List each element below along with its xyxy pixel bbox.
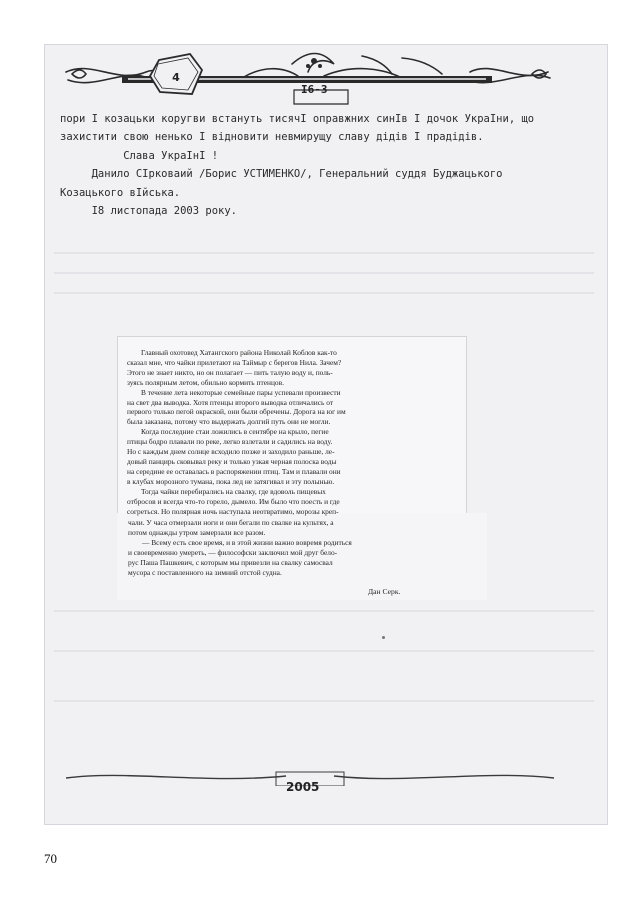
clipping-line: сказал мне, что чайки прилетают на Таймыр с берегов Нила. Зачем? xyxy=(127,357,342,367)
clipping-line: Но с каждым днем солнце всходило позже и заходило раньше, ле- xyxy=(127,447,335,457)
ornament-page-badge: 4 xyxy=(172,71,180,84)
clipping-line: Когда последние стаи ложились в сентябре на крыло, пегие xyxy=(141,427,329,437)
clipping-line: зуясь полярным летом, обильно кормить птенцов. xyxy=(127,377,284,387)
clipping-line: первого только пегой окраской, они были обречены. Дорога на юг им xyxy=(127,407,346,417)
typed-line: Слава УкраIнI ! xyxy=(60,149,219,162)
clipping-line: В течение лета некоторые семейные пары успевали произвести xyxy=(141,387,341,397)
clipping-line: Этого не знает никто, но он полагает — пить талую воду и, поль- xyxy=(127,367,333,377)
scan-speck xyxy=(382,636,385,639)
bleed-through-line xyxy=(54,650,594,652)
clipping-line: — Всему есть свое время, и в этой жизни важно вовремя родиться xyxy=(142,537,352,547)
clipping-line: Тогда чайки перебирались на свалку, где вдоволь пищевых xyxy=(141,486,326,496)
typed-line: Козацького вIйська. xyxy=(60,186,181,199)
clipping-line: на свет два выводка. Хотя птенцы второго выводка отличались от xyxy=(127,397,334,407)
clipping-line: чали. У часа отмерзали ноги и они бегали по свалке на культях, а xyxy=(128,518,334,527)
clipping-line: довый панцирь сковывал реку и только узкая черная полоска воды xyxy=(127,456,337,466)
clipping-line: была заказана, потому что выдержать долгий путь они не могли. xyxy=(127,417,331,427)
clipping-line: рус Паша Пашкевич, с которым мы привезли на свалку самосвал xyxy=(128,557,333,567)
bleed-through-line xyxy=(54,272,594,274)
typed-text-block xyxy=(60,110,580,220)
bleed-through-line xyxy=(54,252,594,254)
typed-line: I8 листопада 2003 року. xyxy=(60,205,238,218)
clipping-author: Дан Серк. xyxy=(368,587,401,596)
typed-line: Данило СIрковаий /Борис УСТИМЕНКО/, Генеральний суддя Буджацького xyxy=(60,168,503,181)
page-number: 70 xyxy=(44,851,57,866)
bleed-through-line xyxy=(54,610,594,612)
bleed-through-line xyxy=(54,700,594,702)
bleed-through-line xyxy=(54,292,594,294)
typed-line: пори I козацьки коругви встануть тисячI оправжних синIв I дочок УкраIни, що xyxy=(60,113,535,125)
clipping-line: птицы бодро плавали по реке, легко взлетали и садились на воду. xyxy=(127,437,333,447)
clipping-line: согреться. Но полярная ночь наступала неотвратимо, морозы креп- xyxy=(127,506,339,516)
clipping-line: на середине ее оставалась в распоряжении птиц. Там и плавали они xyxy=(127,466,341,476)
clipping-line: отбросов и всегда что-то горело, дымело. Им было что поесть и где xyxy=(127,496,340,506)
clipping-text-top xyxy=(127,348,457,516)
reference-mark: I6-3 xyxy=(301,83,328,96)
typed-line: захистити свою ненько I вiдновити невмирущу славу дiдiв I прадiдiв. xyxy=(60,131,484,144)
clipping-line: в клубах морозного тумана, пока лед не затягивал и эту полынью. xyxy=(127,476,335,486)
clipping-line: потом однажды утром замерзали все разом. xyxy=(128,527,266,537)
clipping-line: Главный охотовед Хатангского района Николай Коблов как-то xyxy=(141,348,337,357)
clipping-text-bottom xyxy=(128,518,476,577)
footer-year: 2005 xyxy=(286,780,320,794)
clipping-line: мусора с поставленного на зимний отстой судна. xyxy=(128,567,282,577)
header-ornament xyxy=(62,50,554,106)
clipping-line: и своевременно умереть, — философски заключил мой друг бело- xyxy=(128,547,338,557)
